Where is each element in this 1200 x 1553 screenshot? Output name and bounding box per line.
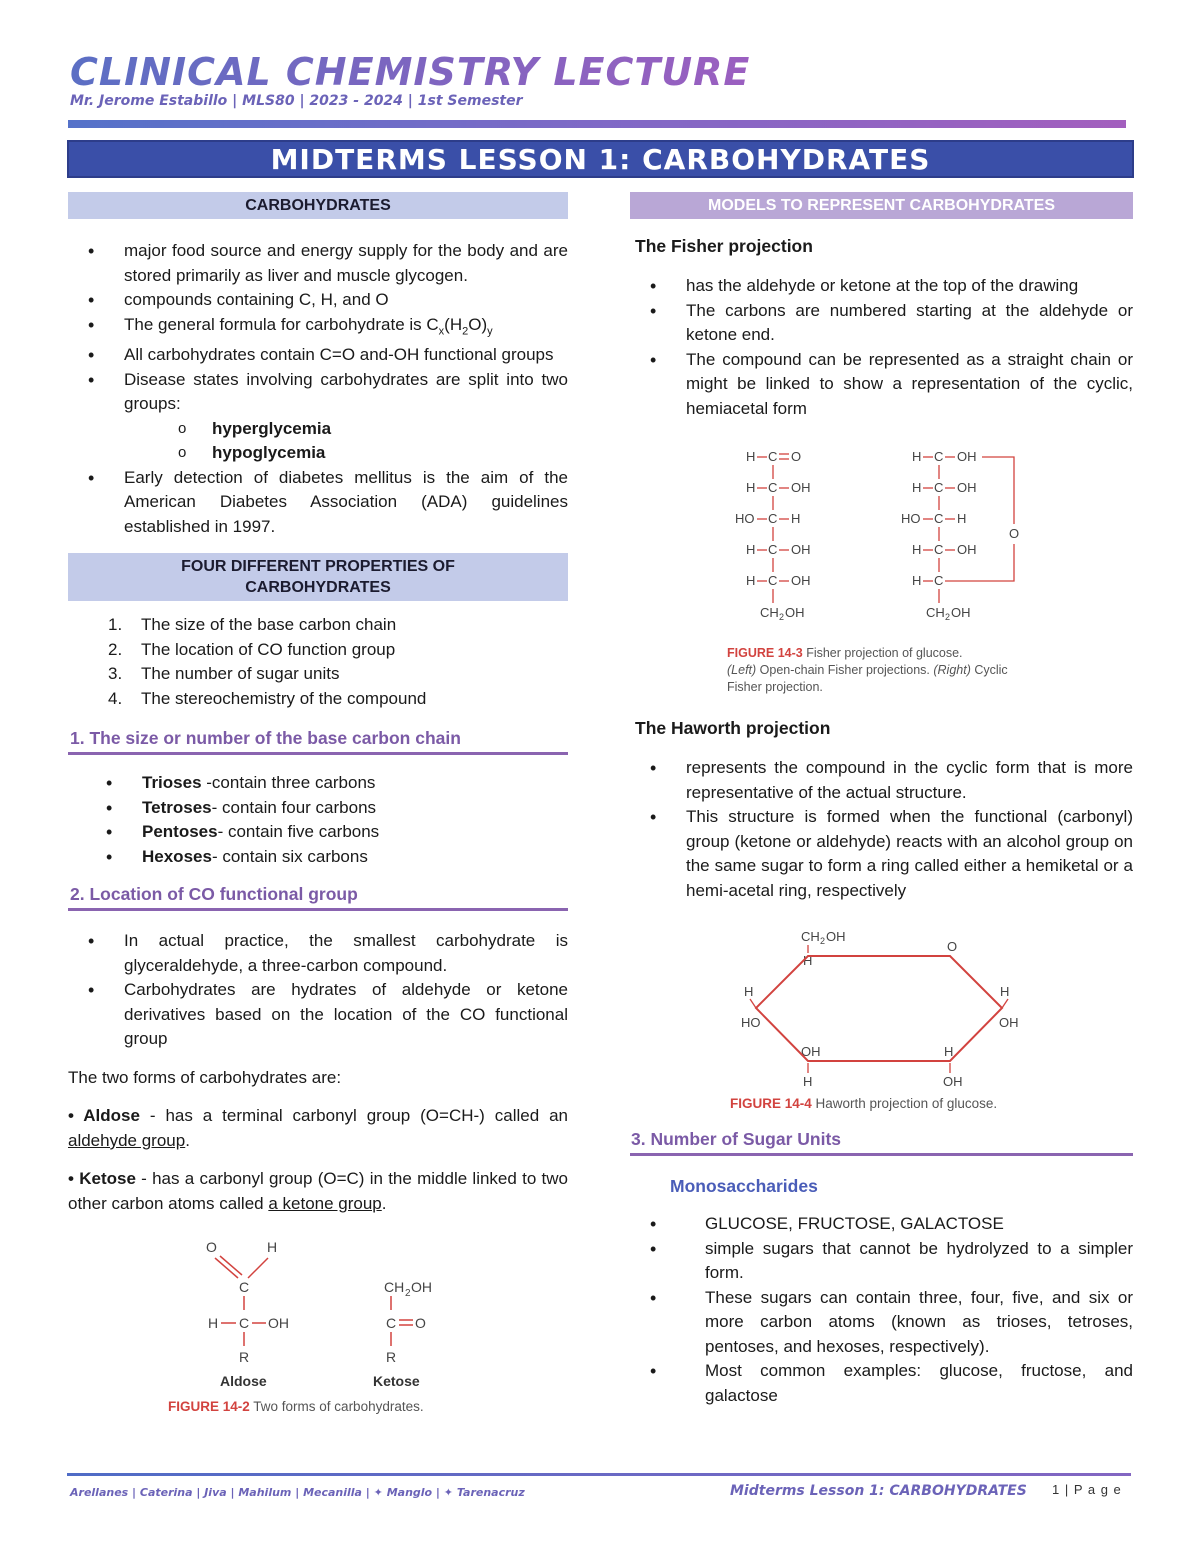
svg-text:H: H	[746, 542, 756, 557]
svg-text:C: C	[239, 1315, 250, 1332]
svg-text:OH: OH	[957, 449, 977, 464]
lesson-banner	[67, 140, 1134, 178]
svg-text:OH: OH	[411, 1279, 432, 1296]
svg-text:OH: OH	[999, 1015, 1019, 1030]
svg-text:H: H	[746, 480, 756, 495]
svg-text:O: O	[206, 1239, 217, 1256]
svg-text:H: H	[267, 1239, 278, 1256]
svg-text:HO: HO	[741, 1015, 761, 1030]
list-item: 4. The stereochemistry of the compound	[108, 688, 427, 708]
list-item: • Pentoses- contain five carbons	[86, 820, 568, 845]
list-item: • Disease states involving carbohydrates are split into two groups:	[68, 368, 568, 417]
two-forms-text: The two forms of carbohydrates are:	[68, 1067, 342, 1087]
list-item: 1. The size of the base carbon chain	[108, 615, 397, 635]
svg-text:C: C	[768, 511, 778, 526]
list-item: • GLUCOSE, FRUCTOSE, GALACTOSE	[630, 1212, 1133, 1237]
svg-text:H: H	[803, 953, 813, 968]
haworth-projection-figure	[630, 923, 1133, 1093]
haworth-heading: The Haworth projection	[635, 718, 831, 738]
svg-text:CH: CH	[801, 929, 820, 944]
list-item: • major food source and energy supply for the body and are stored primarily as liver and muscle glycogen.	[68, 239, 568, 288]
list-item: 2. The location of CO function group	[108, 639, 396, 659]
svg-text:H: H	[1000, 984, 1010, 999]
monosaccharides-list	[630, 1212, 1133, 1408]
svg-text:R: R	[386, 1349, 397, 1366]
svg-text:2: 2	[779, 612, 785, 622]
list-item: • Early detection of diabetes mellitus is the aim of the American Diabetes Association (ADA) guidelines established in 1997.	[68, 466, 568, 540]
list-item: • simple sugars that cannot be hydrolyzed to a simpler form.	[630, 1237, 1133, 1286]
svg-text:C: C	[934, 480, 944, 495]
haworth-list	[630, 756, 1133, 903]
section-title-carbohydrates: CARBOHYDRATES	[68, 192, 568, 219]
document-subtitle: Mr. Jerome Estabillo | MLS80 | 2023 - 2024 | 1st Semester	[70, 93, 523, 109]
svg-text:O: O	[947, 939, 958, 954]
figure-14-2-caption: FIGURE 14-2 Two forms of carbohydrates.	[168, 1399, 424, 1415]
svg-text:OH: OH	[943, 1074, 963, 1089]
list-item: o hypoglycemia	[68, 441, 568, 466]
list-item: • Hexoses- contain six carbons	[86, 845, 568, 870]
subheading-sugar-units: 3. Number of Sugar Units	[630, 1128, 1133, 1156]
document-title: CLINICAL CHEMISTRY LECTURE	[70, 50, 751, 94]
ketose-definition: • Ketose - has a carbonyl group (O=C) in the middle linked to two other carbon atoms called a ketone group.	[68, 1169, 568, 1213]
svg-text:H: H	[803, 1074, 813, 1089]
svg-text:OH: OH	[791, 542, 811, 557]
svg-text:H: H	[912, 573, 922, 588]
svg-text:OH: OH	[791, 480, 811, 495]
svg-text:OH: OH	[957, 542, 977, 557]
subheading-location: 2. Location of CO functional group	[68, 883, 568, 911]
list-item: • The compound can be represented as a straight chain or might be linked to show a representation of the cyclic, hemiacetal form	[630, 348, 1133, 422]
svg-text:HO: HO	[901, 511, 921, 526]
list-item: 3. The number of sugar units	[108, 664, 340, 684]
formula-item: • The general formula for carbohydrate is $C_x(H_2O)_y$	[68, 313, 568, 344]
fisher-list	[630, 274, 1133, 421]
header-divider	[68, 120, 1126, 128]
svg-text:2: 2	[820, 936, 826, 946]
svg-text:OH: OH	[801, 1044, 821, 1059]
figure-14-4-caption: FIGURE 14-4 Haworth projection of glucose.	[730, 1096, 998, 1111]
disease-groups-list	[68, 417, 568, 466]
carbohydrate-list	[68, 239, 568, 417]
svg-text:C: C	[934, 542, 944, 557]
location-list	[68, 929, 568, 1052]
list-item: • These sugars can contain three, four, five, and six or more carbon atoms (known as trioses, tetroses, pentoses, and hexoses, respectively).	[630, 1286, 1133, 1360]
svg-text:O: O	[415, 1315, 426, 1332]
svg-text:2: 2	[945, 612, 951, 622]
list-item: • Carbohydrates are hydrates of aldehyde or ketone derivatives based on the location of the CO functional group	[68, 978, 568, 1052]
svg-text:H: H	[944, 1044, 954, 1059]
svg-text:C: C	[768, 573, 778, 588]
carbohydrate-list-continued	[68, 466, 568, 540]
footer-divider	[67, 1473, 1131, 1476]
svg-text:OH: OH	[785, 605, 805, 620]
svg-text:C: C	[768, 542, 778, 557]
lesson-title: MIDTERMS LESSON 1: CARBOHYDRATES	[270, 142, 931, 176]
svg-text:H: H	[957, 511, 967, 526]
svg-text:2: 2	[405, 1288, 411, 1300]
list-item: • All carbohydrates contain C=O and-OH functional groups	[68, 343, 568, 368]
list-item: • Trioses -contain three carbons	[86, 771, 568, 796]
aldose-label: Aldose	[220, 1373, 267, 1390]
svg-text:H: H	[746, 449, 756, 464]
page-number: 1 | P a g e	[1052, 1482, 1122, 1497]
svg-text:OH: OH	[951, 605, 971, 620]
svg-text:H: H	[912, 480, 922, 495]
svg-text:OH: OH	[957, 480, 977, 495]
svg-text:O: O	[791, 449, 802, 464]
list-item: • This structure is formed when the functional (carbonyl) group (ketone or aldehyde) reacts with an alcohol group on the same sugar to form a ring called either a hemiketal or a hemi-acetal ring, respectively	[630, 805, 1133, 903]
svg-text:HO: HO	[735, 511, 755, 526]
list-item: • has the aldehyde or ketone at the top of the drawing	[630, 274, 1133, 299]
svg-text:R: R	[239, 1349, 250, 1366]
svg-text:H: H	[791, 511, 801, 526]
ketose-label: Ketose	[373, 1373, 420, 1390]
right-column	[630, 192, 1133, 1408]
list-item: • The carbons are numbered starting at the aldehyde or ketone end.	[630, 299, 1133, 348]
svg-text:CH: CH	[384, 1279, 405, 1296]
sizes-list	[68, 771, 568, 869]
svg-text:H: H	[746, 573, 756, 588]
svg-text:H: H	[912, 449, 922, 464]
svg-text:C: C	[768, 480, 778, 495]
list-item: • represents the compound in the cyclic form that is more representative of the actual structure.	[630, 756, 1133, 805]
list-item: • Most common examples: glucose, fructose, and galactose	[630, 1359, 1133, 1408]
footer-lesson: Midterms Lesson 1: CARBOHYDRATES	[730, 1483, 1027, 1499]
svg-text:C: C	[386, 1315, 397, 1332]
aldose-ketose-figure	[68, 1234, 568, 1394]
svg-text:C: C	[768, 449, 778, 464]
monosaccharides-heading: Monosaccharides	[670, 1176, 818, 1196]
fisher-heading: The Fisher projection	[635, 236, 813, 256]
subheading-size: 1. The size or number of the base carbon chain	[68, 727, 568, 755]
list-item: • compounds containing C, H, and O	[68, 288, 568, 313]
svg-text:C: C	[934, 511, 944, 526]
svg-text:C: C	[239, 1279, 250, 1296]
svg-text:C: C	[934, 573, 944, 588]
svg-text:C: C	[934, 449, 944, 464]
list-item: o hyperglycemia	[68, 417, 568, 442]
svg-text:CH: CH	[760, 605, 779, 620]
section-title-models: MODELS TO REPRESENT CARBOHYDRATES	[630, 192, 1133, 219]
svg-text:OH: OH	[826, 929, 846, 944]
properties-list	[68, 613, 568, 711]
section-title-properties: FOUR DIFFERENT PROPERTIES OF CARBOHYDRATES	[68, 553, 568, 601]
svg-text:H: H	[912, 542, 922, 557]
svg-text:H: H	[744, 984, 754, 999]
figure-14-3-caption: FIGURE 14-3 Fisher projection of glucose. (Left) Open-chain Fisher projections. (Right) Cyclic Fisher projection.	[727, 646, 1008, 694]
list-item: • Tetroses- contain four carbons	[86, 796, 568, 821]
svg-text:H: H	[208, 1315, 219, 1332]
svg-text:OH: OH	[791, 573, 811, 588]
left-column	[68, 192, 568, 1415]
svg-text:CH: CH	[926, 605, 945, 620]
list-item: • In actual practice, the smallest carbohydrate is glyceraldehyde, a three-carbon compound.	[68, 929, 568, 978]
fisher-projection-figure	[630, 441, 1133, 641]
svg-text:OH: OH	[268, 1315, 289, 1332]
svg-text:O: O	[1009, 526, 1020, 541]
footer-authors: Arellanes | Caterina | Jiva | Mahilum | Mecanilla | ✦ Manglo | ✦ Tarenacruz	[70, 1486, 525, 1499]
aldose-definition: • Aldose - has a terminal carbonyl group (O=CH-) called an aldehyde group.	[68, 1106, 568, 1150]
